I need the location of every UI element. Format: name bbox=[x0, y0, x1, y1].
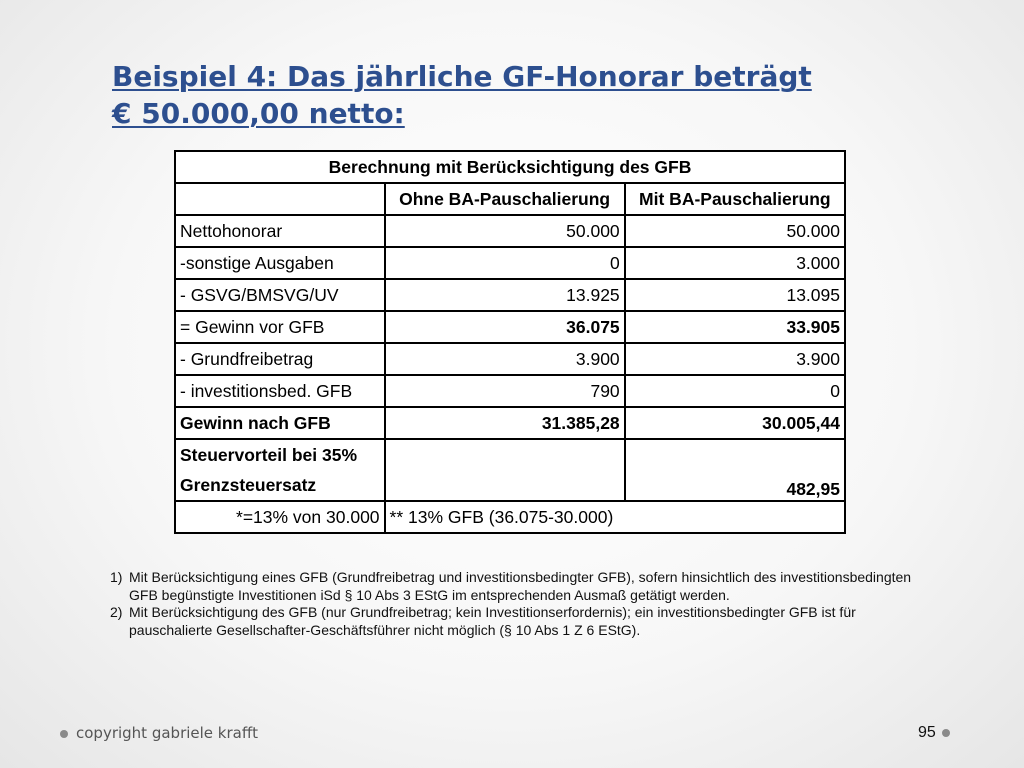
table-row bbox=[175, 343, 845, 375]
steuer-label-line-2: Grenzsteuersatz bbox=[180, 475, 317, 495]
value-mit: 33.905 bbox=[625, 311, 845, 343]
row-label: -sonstige Ausgaben bbox=[175, 247, 385, 279]
value-mit: 0 bbox=[625, 375, 845, 407]
value-ohne: 0 bbox=[385, 247, 625, 279]
header-empty bbox=[175, 183, 385, 215]
row-label: - investitionsbed. GFB bbox=[175, 375, 385, 407]
note-text: Mit Berücksichtigung eines GFB (Grundfreibetrag und investitionsbedingter GFB), sofern hinsichtlich des investitionsbedingten GFB begünstigte Investitionen iSd § 10 Abs 3 EStG im entsprechenden Ausmaß getätigt werden. bbox=[129, 569, 912, 603]
calculation-table bbox=[174, 150, 846, 534]
table-row bbox=[175, 375, 845, 407]
table-caption: Berechnung mit Berücksichtigung des GFB bbox=[175, 151, 845, 183]
steuer-value-ohne bbox=[385, 439, 625, 501]
value-ohne: 790 bbox=[385, 375, 625, 407]
footer-page bbox=[918, 724, 950, 742]
slide-title bbox=[112, 58, 912, 132]
note-index: 1) bbox=[110, 569, 123, 585]
note-index: 2) bbox=[110, 604, 123, 621]
bullet-dot-icon bbox=[60, 730, 68, 738]
title-line-2: € 50.000,00 netto: bbox=[112, 97, 405, 130]
steuer-label bbox=[175, 439, 385, 501]
row-label: Nettohonorar bbox=[175, 215, 385, 247]
value-mit: 13.095 bbox=[625, 279, 845, 311]
steuer-value-mit: 482,95 bbox=[625, 439, 845, 501]
footnote-right: ** 13% GFB (36.075-30.000) bbox=[385, 501, 845, 533]
value-ohne: 31.385,28 bbox=[385, 407, 625, 439]
footnote-left: *=13% von 30.000 bbox=[175, 501, 385, 533]
footnotes bbox=[110, 569, 930, 639]
row-label: - GSVG/BMSVG/UV bbox=[175, 279, 385, 311]
row-label: Gewinn nach GFB bbox=[175, 407, 385, 439]
table-row-steuervorteil bbox=[175, 439, 845, 501]
row-label: = Gewinn vor GFB bbox=[175, 311, 385, 343]
header-mit: Mit BA-Pauschalierung bbox=[625, 183, 845, 215]
note-item bbox=[110, 569, 930, 604]
table-row bbox=[175, 407, 845, 439]
header-ohne: Ohne BA-Pauschalierung bbox=[385, 183, 625, 215]
page-number: 95 bbox=[918, 724, 936, 741]
table-footnote-row bbox=[175, 501, 845, 533]
value-mit: 30.005,44 bbox=[625, 407, 845, 439]
table-row bbox=[175, 247, 845, 279]
value-mit: 3.900 bbox=[625, 343, 845, 375]
value-mit: 50.000 bbox=[625, 215, 845, 247]
table-row bbox=[175, 311, 845, 343]
table-row bbox=[175, 215, 845, 247]
value-ohne: 13.925 bbox=[385, 279, 625, 311]
note-text: Mit Berücksichtigung des GFB (nur Grundfreibetrag; kein Investitionserfordernis); ein investitionsbedingter GFB ist für pauschalierte Gesellschafter-Geschäftsführer nicht möglich (§ 10 Abs 1 Z 6 EStG). bbox=[129, 604, 856, 638]
footer-copyright bbox=[60, 724, 258, 742]
table-row bbox=[175, 279, 845, 311]
steuer-label-line-1: Steuervorteil bei 35% bbox=[180, 445, 358, 465]
copyright-text: copyright gabriele krafft bbox=[76, 724, 259, 742]
value-mit: 3.000 bbox=[625, 247, 845, 279]
value-ohne: 3.900 bbox=[385, 343, 625, 375]
table-header-row bbox=[175, 183, 845, 215]
table-caption-row bbox=[175, 151, 845, 183]
value-ohne: 36.075 bbox=[385, 311, 625, 343]
title-line-1: Beispiel 4: Das jährliche GF-Honorar beträgt bbox=[112, 60, 812, 93]
bullet-dot-icon bbox=[942, 729, 950, 737]
note-item bbox=[110, 604, 930, 639]
row-label: - Grundfreibetrag bbox=[175, 343, 385, 375]
value-ohne: 50.000 bbox=[385, 215, 625, 247]
